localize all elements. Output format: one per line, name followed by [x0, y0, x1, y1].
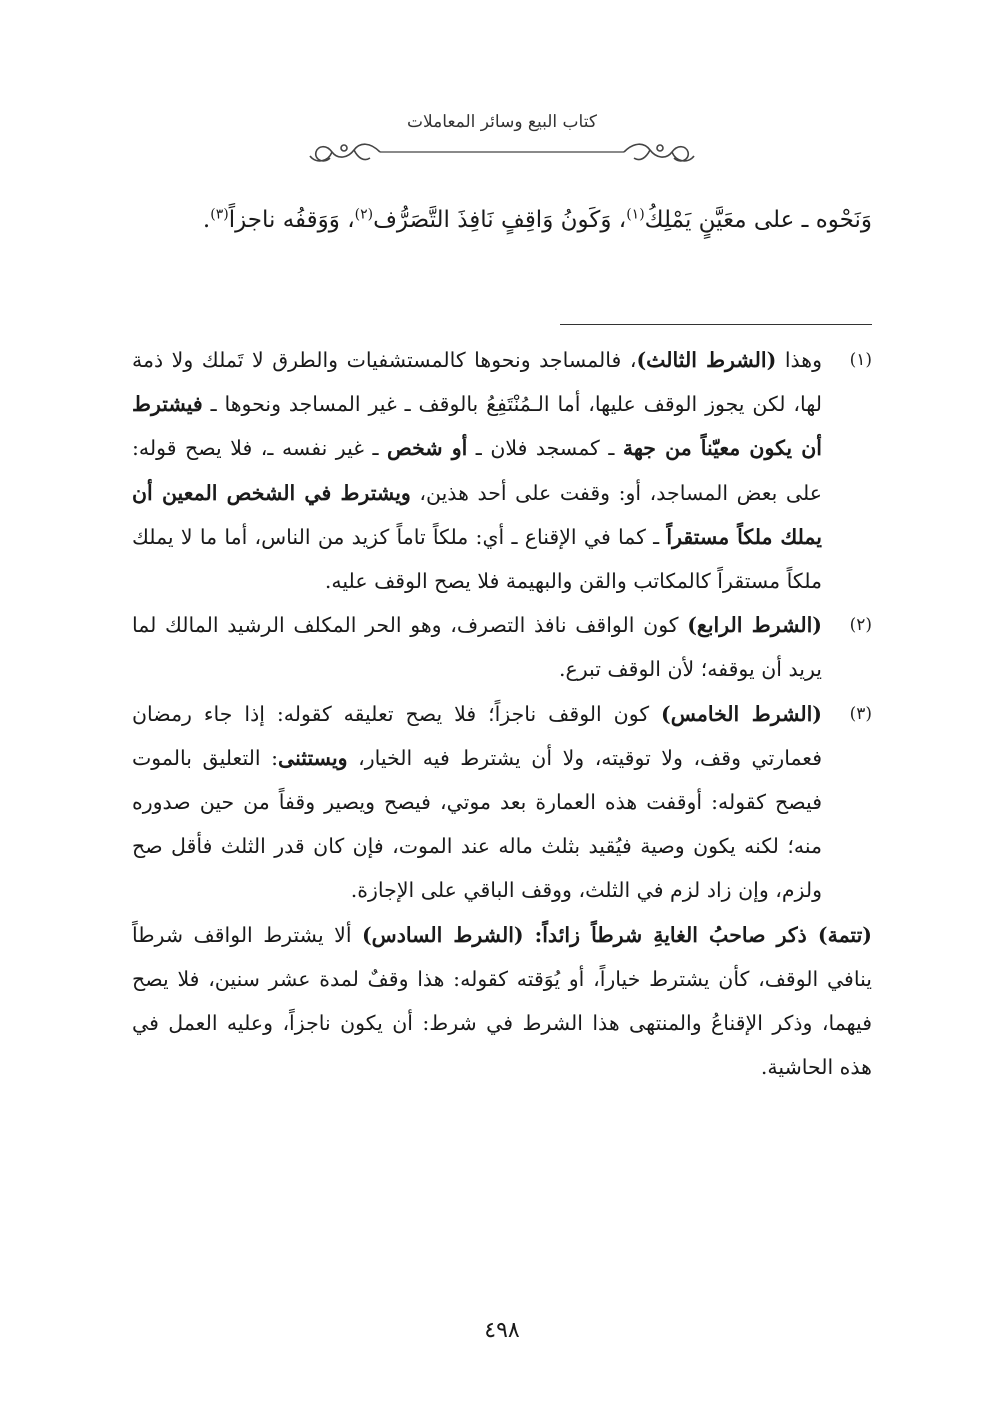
footnote-text-segment: وهذا: [776, 348, 822, 372]
footnote-text-segment: كون الواقف نافذ التصرف، وهو الحر المكلف الرشيد المالك لما يريد أن يوقفه؛ لأن الوقف تبرع.: [132, 613, 822, 682]
footnote-separator: [560, 324, 872, 325]
footnote-number: (١): [849, 350, 872, 370]
footnote-text-segment: ـ كما في الإقناع ـ أي: ملكاً تاماً كزيد من الناس، أما ما لا يملك ملكاً مستقراً كالمكاتب والقن والبهيمة فلا يصح الوقف عليه.: [132, 524, 822, 594]
footnote-bold-segment: أو شخص: [387, 436, 468, 461]
footnote-1: [132, 338, 872, 603]
main-text-segment: ، وَكَونُ وَاقِفٍ نَافِذَ التَّصَرُّف: [373, 207, 627, 233]
footnote-text-segment: ـ كمسجد فلان ـ: [467, 436, 623, 461]
footnote-text: [132, 338, 822, 603]
footnote-text: [132, 692, 822, 913]
tatimma-bold-segment: (تتمة) ذكر صاحبُ الغايةِ شرطاً زائداً: (الشرط السادس): [361, 922, 873, 947]
main-text-segment: ، وَوَقفُه ناجزاً: [228, 207, 355, 233]
main-text: [132, 192, 872, 248]
tatimma-text-segment: ألا يشترط الواقف شرطاً ينافي الوقف، كأن يشترط خياراً، أو يُوَقته كقوله: هذا وقفٌ لمدة عشر سنين، فلا يصح فيهما، وذكر الإقناعُ والمنتهى هذا الشرط في شرط: أن يكون ناجزاً، وعليه العمل في هذه الحاشية.: [132, 922, 872, 1080]
tatimma-note: [132, 913, 872, 1090]
footnote-bold-segment: (الشرط الرابع): [687, 613, 822, 638]
footnote-bold-segment: (الشرط الثالث): [636, 348, 777, 372]
flourish-right-icon: [624, 144, 694, 161]
footnote-bold-segment: ويستثنى: [278, 745, 348, 770]
flourish-left-icon: [310, 144, 380, 161]
footnote-bold-segment: فيشترط أن يكون معيّناً من جهة: [132, 392, 822, 461]
footnote-bold-segment: ويشترط في الشخص المعين أن يملك ملكاً مستقراً: [132, 480, 822, 549]
footnote-text-segment: ـ غير نفسه ـ، فلا يصح قوله: على بعض المساجد، أو: وقفت على أحد هذين،: [132, 436, 822, 505]
footnote-ref-1[interactable]: (١): [626, 206, 645, 223]
page-number: ٤٩٨: [484, 1318, 520, 1343]
header-ornament: [300, 138, 704, 178]
footnote-ref-2[interactable]: (٢): [354, 206, 374, 223]
main-text-segment: وَنَحْوه ـ على معَيَّنٍ يَمْلِكُ: [644, 207, 872, 233]
footnote-2: [132, 603, 872, 691]
footnote-3: [132, 692, 872, 913]
main-text-segment: .: [202, 207, 211, 233]
footnote-number: (٣): [849, 703, 872, 724]
footnote-bold-segment: (الشرط الخامس): [661, 701, 823, 726]
footnote-text: [132, 603, 822, 691]
footnote-ref-3[interactable]: (٣): [210, 206, 229, 223]
running-header: كتاب البيع وسائر المعاملات: [407, 112, 597, 132]
footnote-text-segment: : التعليق بالموت فيصح كقوله: أوقفت هذه العمارة بعد موتي، فيصح ويصير وقفاً من حين صدوره منه؛ لكنه يكون وصية فيُقيد بثلث ماله عند الموت، فإن كان قدر الثلث فأقل صح ولزم، وإن زاد لزم في الثلث، ووقف الباقي على الإجازة.: [132, 745, 822, 903]
footnote-number: (٢): [849, 615, 872, 636]
footnote-text-segment: ، فالمساجد ونحوها كالمستشفيات والطرق لا تَملك ولا ذمة لها، لكن يجوز الوقف عليها، أما الـمُنْتَفِعُ بالوقف ـ غير المساجد ونحوها ـ: [132, 348, 822, 417]
footnote-text-segment: كون الوقف ناجزاً؛ فلا يصح تعليقه كقوله: إذا جاء رمضان فعمارتي وقف، ولا توقيته، ولا أن يشترط فيه الخيار،: [132, 701, 822, 770]
footnotes: [132, 338, 872, 1089]
